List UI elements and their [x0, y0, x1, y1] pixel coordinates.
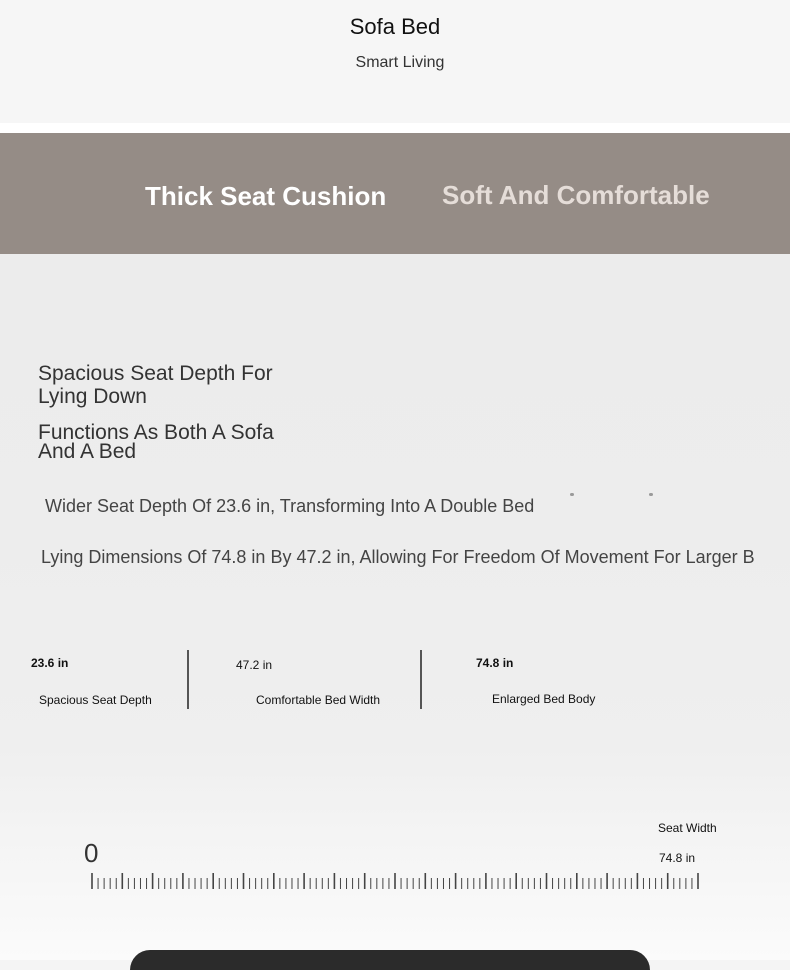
- product-subtitle: Smart Living: [355, 54, 445, 71]
- feature-heading-2-line-2: And A Bed: [38, 440, 137, 463]
- stat-bed-width-label: Comfortable Bed Width: [256, 693, 381, 707]
- measuring-ruler: [90, 872, 702, 890]
- stat-divider: [420, 650, 422, 709]
- ruler-start-label: 0: [84, 838, 99, 868]
- feature-description-2: Lying Dimensions Of 74.8 in By 47.2 in, Allowing For Freedom Of Movement For Larger B: [41, 547, 755, 567]
- product-title: Sofa Bed: [349, 14, 441, 39]
- stat-seat-depth-value: 23.6 in: [31, 656, 69, 670]
- stat-bed-body-value: 74.8 in: [476, 656, 514, 670]
- ruler-end-caption: Seat Width: [658, 821, 717, 835]
- feature-description-1: Wider Seat Depth Of 23.6 in, Transforming Into A Double Bed: [45, 496, 535, 516]
- dust-mark: [649, 493, 653, 496]
- tab-thick-seat-cushion[interactable]: Thick Seat Cushion: [145, 181, 387, 211]
- stat-bed-width-value: 47.2 in: [236, 658, 273, 672]
- feature-heading-2-line-1: Functions As Both A Sofa: [38, 421, 274, 444]
- stat-divider: [187, 650, 189, 709]
- header-section: [0, 0, 790, 123]
- feature-heading-1-line-2: Lying Down: [38, 385, 147, 408]
- dust-mark: [570, 493, 574, 496]
- sofa-image: [130, 950, 650, 970]
- stat-bed-body-label: Enlarged Bed Body: [492, 692, 596, 706]
- tab-soft-and-comfortable[interactable]: Soft And Comfortable: [442, 180, 710, 210]
- stat-seat-depth-label: Spacious Seat Depth: [39, 693, 152, 707]
- feature-heading-1-line-1: Spacious Seat Depth For: [38, 362, 273, 385]
- section-divider: [0, 123, 790, 133]
- ruler-end-value: 74.8 in: [659, 851, 696, 865]
